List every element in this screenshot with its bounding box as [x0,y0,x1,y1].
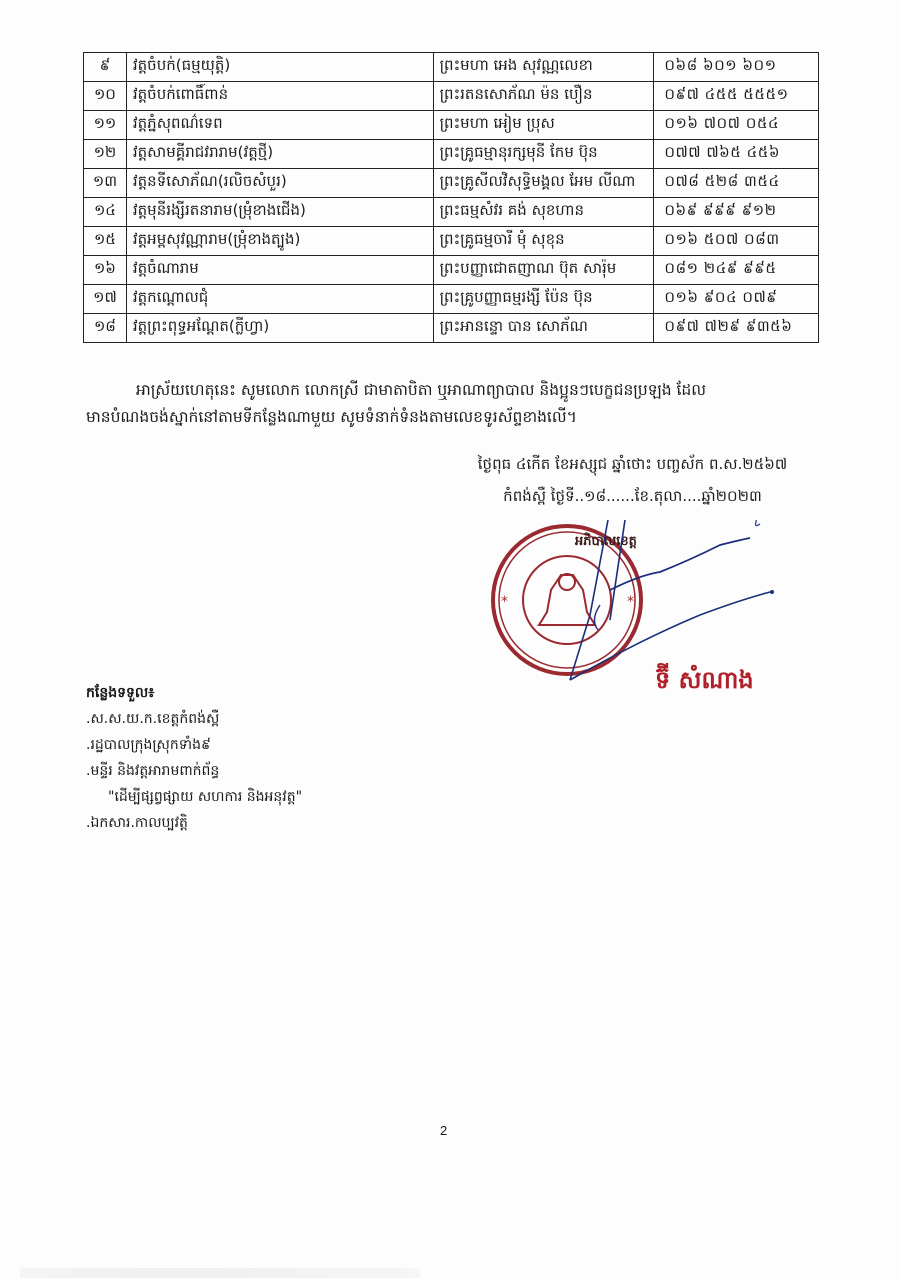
row-number: ៩ [84,53,127,82]
row-number: ១៤ [84,198,127,227]
pagoda-name: វត្តនទីសោភ័ណ(រលិចសំបួរ) [126,169,433,198]
phone-number: ០៩៧ ៧២៩ ៩៣៥៦ [654,314,819,343]
monk-name: ព្រះមហា អៀម ប្រុស [433,111,654,140]
phone-number: ០៨១ ២៤៩ ៩៩៥ [654,256,819,285]
table-row [84,256,819,285]
monk-name: ព្រះគ្រូបញ្ញាធម្មរង្សី ប៉ែន ប៊ុន [433,285,654,314]
phone-number: ០៩៧ ៤៥៥ ៥៥៥១ [654,82,819,111]
table-row [84,53,819,82]
svg-text:*: * [501,594,508,610]
seal-title: អភិបាលខេត្ត [575,534,637,549]
lunar-date: ថ្ងៃពុធ ៤កើត ខែអស្សុជ ឆ្នាំថោះ បញ្ចស័ក ព.ស.២៥៦៧ [477,455,788,473]
notice-paragraph [86,377,818,431]
pagoda-name: វត្តចំបក់ពោធិ៍ពាន់ [126,82,433,111]
monk-name: ព្រះគ្រូសីលវិសុទ្ធិមង្គល អែម លីណា [433,169,654,198]
row-number: ១៦ [84,256,127,285]
phone-number: ០១៦ ៥០៧ ០៨៣ [654,227,819,256]
phone-number: ០៦៨ ៦០១ ៦០១ [654,53,819,82]
monk-name: ព្រះធម្មសំវរ គង់ សុខហាន [433,198,654,227]
pagoda-name: វត្តអម្ពសុវណ្ណារាម(ម្រុំខាងត្បូង) [126,227,433,256]
row-number: ១០ [84,82,127,111]
recipients-heading: កន្លែងទទួល៖ [86,685,155,701]
table-row [84,111,819,140]
page-number: 2 [440,1123,448,1138]
recipient-item: .រដ្ឋបាលក្រុងស្រុកទាំង៩ [86,737,211,753]
phone-number: ០៧៧ ៧៦៥ ៤៥៦ [654,140,819,169]
scan-artifact [20,1268,420,1278]
table-row [84,198,819,227]
row-number: ១៧ [84,285,127,314]
row-number: ១៥ [84,227,127,256]
paragraph-line-1: អាស្រ័យហេតុនេះ សូមលោក លោកស្រី ជាមាតាបិតា ឬអាណាព្យាបាល និងប្អូនៗបេក្ខជនប្រឡង ដែល [136,381,707,399]
monk-name: ព្រះអានន្ទោ បាន សោភ័ណ [433,314,654,343]
pagoda-name: វត្តភ្នំសុពណ៌ទេព [126,111,433,140]
table-row [84,227,819,256]
monk-name: ព្រះមហា អេង សុវណ្ណលេខា [433,53,654,82]
monk-name: ព្រះគ្រូធម្មចារី មុំ សុខុន [433,227,654,256]
pagoda-name: វត្តសាមគ្គីរាជវរារាម(វត្តថ្មី) [126,140,433,169]
table-row [84,314,819,343]
pagoda-name: វត្តព្រះពុទ្ធអណ្ដែត(ក្លីហ្វា) [126,314,433,343]
row-number: ១៣ [84,169,127,198]
table-row [84,169,819,198]
row-number: ១១ [84,111,127,140]
pagoda-name: វត្តកណ្ដោលជុំ [126,285,433,314]
monk-name: ព្រះបញ្ញាជោតញាណ ប៊ុត សារ៉ុម [433,256,654,285]
table-row [84,140,819,169]
pagoda-name: វត្តមុនីរង្សីរតនារាម(ម្រុំខាងជើង) [126,198,433,227]
phone-number: ០១៦ ៩០៤ ០៧៩ [654,285,819,314]
recipient-item: .មន្ទីរ និងវត្តអារាមពាក់ព័ន្ធ [86,763,220,779]
recipient-item: .ស.ស.យ.ក.ខេត្តកំពង់ស្ពឺ [86,711,220,727]
solar-date: កំពង់ស្ពឺ ថ្ងៃទី..១៨......ខែ.តុលា....ឆ្នាំ២០២៣ [503,487,762,505]
paragraph-line-2: មានបំណងចង់ស្នាក់នៅតាមទីកន្លែងណាមួយ សូមទំនាក់ទំនងតាមលេខទូរស័ព្ទខាងលើ។ [86,408,577,426]
recipient-item: .ឯកសារ.កាលប្បវត្តិ [86,815,188,831]
recipient-note: "ដើម្បីផ្សព្វផ្សាយ សហការ និងអនុវត្ត" [108,789,303,805]
pagoda-name: វត្តចំណារាម [126,256,433,285]
table-row [84,82,819,111]
monk-name: ព្រះគ្រូធម្មានុរក្សមុនី កែម ប៊ុន [433,140,654,169]
phone-number: ០៦៩ ៩៩៩ ៩១២ [654,198,819,227]
phone-number: ០៧៨ ៥២៨ ៣៥៤ [654,169,819,198]
pagoda-name: វត្តចំបក់(ធម្មយុត្តិ) [126,53,433,82]
signer-name: ទ៊ី សំណាង [655,666,754,694]
monk-name: ព្រះរតនសោភ័ណ ម៉ន បឿន [433,82,654,111]
svg-text:*: * [627,594,634,610]
recipients-list [86,680,302,836]
phone-number: ០១៦ ៧០៧ ០៥៤ [654,111,819,140]
table-row [84,285,819,314]
row-number: ១២ [84,140,127,169]
row-number: ១៨ [84,314,127,343]
contact-table [83,52,819,343]
